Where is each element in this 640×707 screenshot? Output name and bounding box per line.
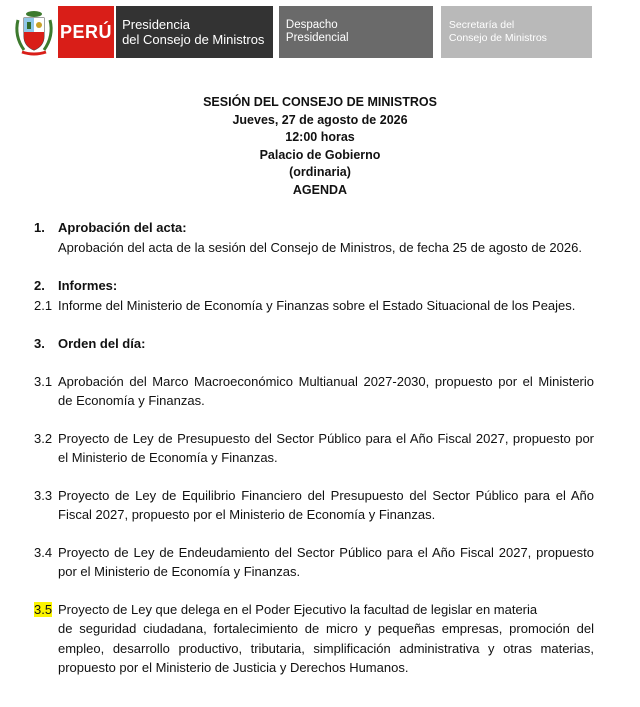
agenda-item <box>34 543 594 582</box>
section-text: Aprobación del acta de la sesión del Consejo de Ministros, de fecha 25 de agosto de 2026. <box>58 239 582 255</box>
item-text: Proyecto de Ley de Presupuesto del Sector Público para el Año Fiscal 2027, propuesto por el Ministerio de Economía y Finanzas. <box>58 430 594 465</box>
despacho-line2: Presidencial <box>285 32 349 44</box>
secretaria-line1: Secretaría del <box>448 19 515 31</box>
section-number: 2. <box>34 278 45 293</box>
item-number: 3.3 <box>34 487 53 503</box>
presidencia-block <box>116 6 273 58</box>
presidencia-line2: del Consejo de Ministros <box>122 32 265 47</box>
section-title: Aprobación del acta: <box>58 220 187 235</box>
agenda-item <box>34 372 594 411</box>
document-title <box>120 94 520 199</box>
item-number: 3.4 <box>34 544 53 560</box>
agenda-item-highlighted <box>34 600 594 620</box>
section-title: Informes: <box>58 278 118 293</box>
item-text-first-line: Proyecto de Ley que delega en el Poder Ejecutivo la facultad de legislar en materia <box>58 601 538 617</box>
item-text: Aprobación del Marco Macroeconómico Multianual 2027-2030, propuesto por el Ministerio de Economía y Finanzas. <box>58 373 594 408</box>
agenda-content <box>34 218 594 678</box>
section-number: 1. <box>34 220 45 235</box>
title-session: SESIÓN DEL CONSEJO DE MINISTROS <box>203 95 437 109</box>
despacho-line1: Despacho <box>285 19 338 31</box>
highlighted-item-number: 3.5 <box>34 601 53 617</box>
item-number: 3.1 <box>34 373 53 389</box>
agenda-item <box>34 486 594 525</box>
section-number: 3. <box>34 336 45 351</box>
section-heading <box>34 334 594 354</box>
despacho-block <box>279 6 433 58</box>
title-time: 12:00 horas <box>285 130 355 144</box>
item-text: Proyecto de Ley de Endeudamiento del Sector Público para el Año Fiscal 2027, propuesto por el Ministerio de Economía y Finanzas. <box>58 544 594 579</box>
secretaria-line2: Consejo de Ministros <box>448 32 547 44</box>
section-heading <box>34 218 594 238</box>
title-place: Palacio de Gobierno <box>259 147 381 162</box>
agenda-item <box>34 429 594 468</box>
secretaria-block <box>441 6 592 58</box>
coat-of-arms-icon <box>10 6 58 58</box>
agenda-item <box>34 296 594 316</box>
agenda-item-continuation <box>34 619 594 678</box>
item-number <box>34 600 58 620</box>
item-number: 2.1 <box>34 297 53 313</box>
item-number: 3.2 <box>34 430 53 446</box>
title-type: (ordinaria) <box>289 165 351 179</box>
government-header <box>10 6 592 58</box>
section-title: Orden del día: <box>58 336 146 351</box>
title-agenda: AGENDA <box>292 182 348 197</box>
peru-label: PERÚ <box>58 6 114 58</box>
title-date: Jueves, 27 de agosto de 2026 <box>232 112 408 127</box>
item-text: Proyecto de Ley de Equilibrio Financiero del Presupuesto del Sector Público para el Año Fiscal 2027, propuesto por el Ministerio de Economía y Finanzas. <box>58 487 594 522</box>
item-text: Informe del Ministerio de Economía y Finanzas sobre el Estado Situacional de los Peajes. <box>58 297 576 313</box>
section-heading <box>34 276 594 296</box>
item-text-rest: de seguridad ciudadana, fortalecimiento de micro y pequeñas empresas, promoción del empleo, desarrollo productivo, tributaria, simplificación administrativa y otras materias, propuesto por el Ministerio de Justicia y Derechos Humanos. <box>58 621 594 675</box>
presidencia-line1: Presidencia <box>122 17 191 32</box>
